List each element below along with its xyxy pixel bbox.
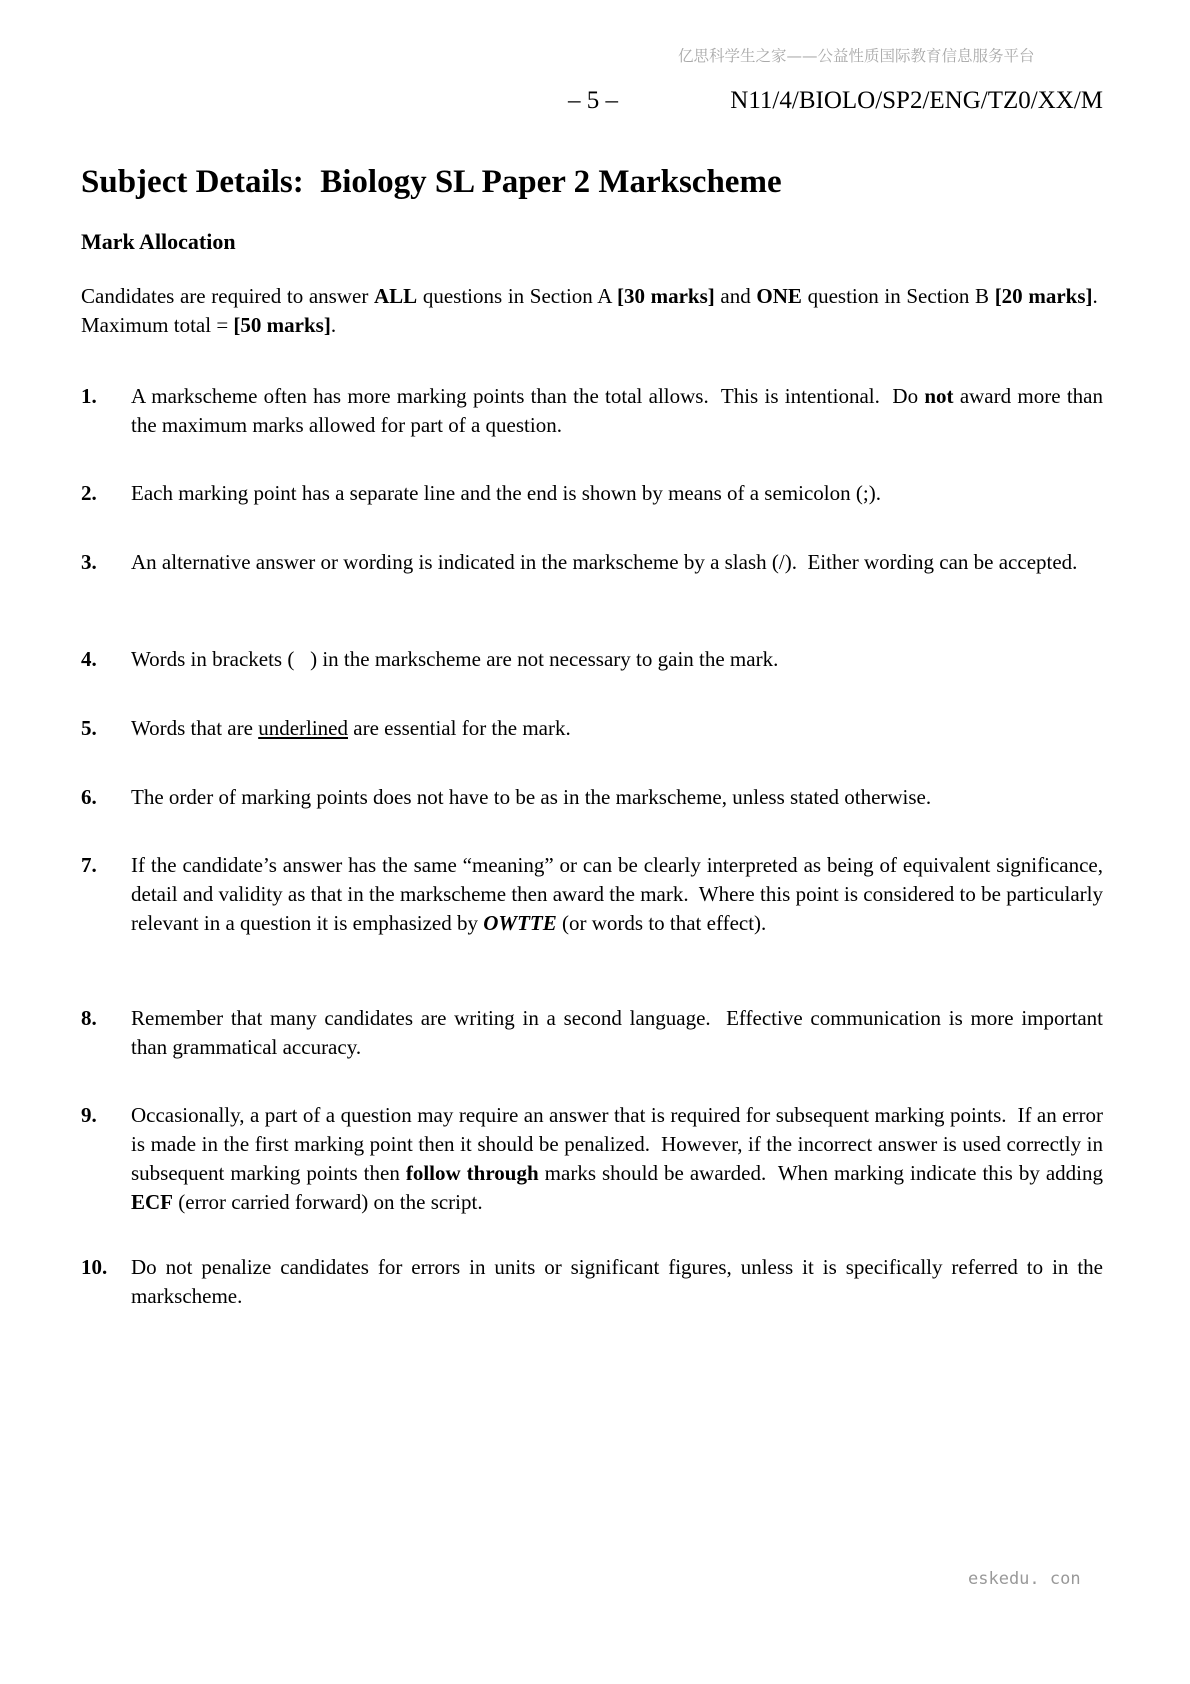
item-text: Do not penalize candidates for errors in units or significant figures, unless it is specifically referred to in the markscheme. xyxy=(131,1255,1103,1308)
item-text: Words that are underlined are essential for the mark. xyxy=(131,716,571,740)
item-text: Words in brackets ( ) in the markscheme are not necessary to gain the mark. xyxy=(131,647,779,671)
item-number: 1. xyxy=(81,384,97,408)
chinese-header-watermark: 亿思科学生之家——公益性质国际教育信息服务平台 xyxy=(678,47,1035,65)
list-item xyxy=(81,714,1103,743)
item-number: 2. xyxy=(81,481,97,505)
list-item xyxy=(81,851,1103,938)
item-text: If the candidate’s answer has the same “meaning” or can be clearly interpreted as being of equivalent significance, detail and validity as that in the markscheme then award the mark. Where this point is considered to be particularly relevant in a question it is emphasized by OWTTE (or words to that effect). xyxy=(131,853,1103,935)
item-text: The order of marking points does not have to be as in the markscheme, unless stated otherwise. xyxy=(131,785,932,809)
item-text: Occasionally, a part of a question may require an answer that is required for subsequent marking points. If an error is made in the first marking point then it should be penalized. However, if the incorrect answer is used correctly in subsequent marking points then follow through marks should be awarded. When marking indicate this by adding ECF (error carried forward) on the script. xyxy=(131,1103,1103,1214)
list-item xyxy=(81,1004,1103,1062)
footer-watermark: eskedu. con xyxy=(968,1569,1081,1589)
intro-paragraph: Candidates are required to answer ALL questions in Section A [30 marks] and ONE question in Section B [20 marks]. Maximum total = [50 marks]. xyxy=(81,284,1103,337)
item-text: Each marking point has a separate line and the end is shown by means of a semicolon (;). xyxy=(131,481,881,505)
item-text: A markscheme often has more marking points than the total allows. This is intentional. Do not award more than the maximum marks allowed for part of a question. xyxy=(131,384,1103,437)
item-number: 4. xyxy=(81,647,97,671)
list-item xyxy=(81,783,1103,812)
item-number: 9. xyxy=(81,1103,97,1127)
list-item xyxy=(81,645,1103,674)
page-title: Subject Details: Biology SL Paper 2 Markscheme xyxy=(81,164,782,200)
item-text: Remember that many candidates are writing in a second language. Effective communication is more important than grammatical accuracy. xyxy=(131,1006,1103,1059)
item-number: 8. xyxy=(81,1006,97,1030)
item-number: 3. xyxy=(81,550,97,574)
list-item xyxy=(81,1253,1103,1311)
item-number: 10. xyxy=(81,1255,108,1279)
list-item xyxy=(81,382,1103,440)
item-number: 7. xyxy=(81,853,97,877)
section-heading: Mark Allocation xyxy=(81,229,236,254)
item-text: An alternative answer or wording is indicated in the markscheme by a slash (/). Either wording can be accepted. xyxy=(131,550,1078,574)
item-number: 6. xyxy=(81,785,97,809)
page-number: – 5 – xyxy=(568,87,618,114)
list-item xyxy=(81,548,1103,577)
list-item xyxy=(81,479,1103,508)
list-item xyxy=(81,1101,1103,1217)
paper-code: N11/4/BIOLO/SP2/ENG/TZ0/XX/M xyxy=(730,87,1103,114)
item-number: 5. xyxy=(81,716,97,740)
